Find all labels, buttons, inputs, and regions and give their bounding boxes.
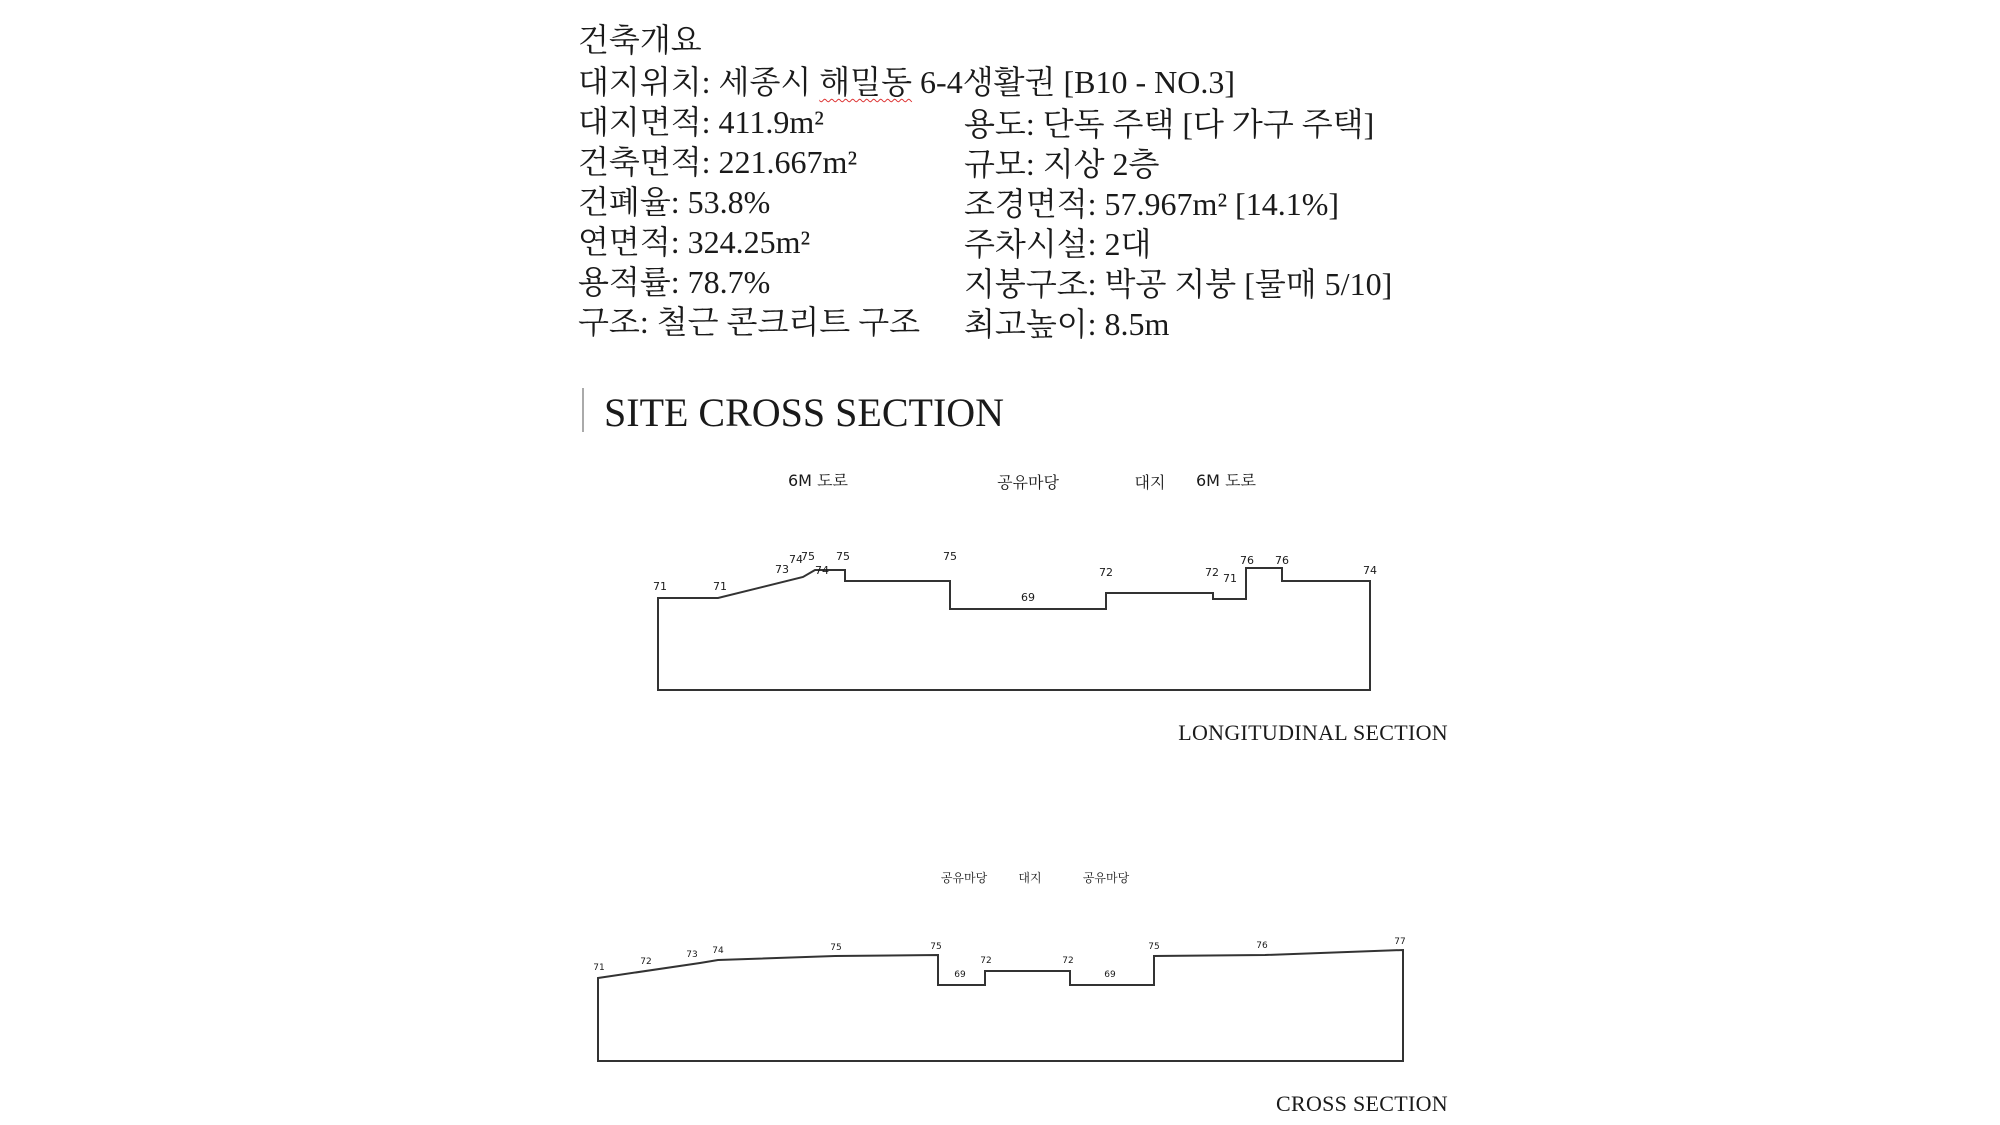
right-item: 규모: 지상 2층 xyxy=(964,146,1160,182)
right-item: 지붕구조: 박공 지붕 [물매 5/10] xyxy=(964,266,1393,302)
site-location-suffix: 6-4생활권 [B10 - NO.3] xyxy=(912,64,1235,100)
level-label: 72 xyxy=(640,957,652,967)
site-location-district: 해밀동 xyxy=(819,64,913,100)
level-label: 75 xyxy=(836,550,850,563)
section-title: SITE CROSS SECTION xyxy=(582,388,1004,432)
level-label: 76 xyxy=(1256,941,1268,951)
zone-label: 대지 xyxy=(1018,871,1042,885)
site-location: 대지위치: 세종시 해밀동 6-4생활권 [B10 - NO.3] xyxy=(578,64,1235,100)
left-item: 대지면적: 411.9m² xyxy=(578,104,824,140)
left-item: 건폐율: 53.8% xyxy=(578,184,771,220)
level-label: 71 xyxy=(1223,572,1237,585)
level-label: 75 xyxy=(801,550,815,563)
level-label: 77 xyxy=(1394,937,1406,947)
left-item: 건축면적: 221.667m² xyxy=(578,144,858,180)
zone-label: 공유마당 xyxy=(940,871,988,885)
level-label: 75 xyxy=(1148,942,1160,952)
zone-label: 6M 도로 xyxy=(788,471,848,490)
level-label: 75 xyxy=(930,942,942,952)
site-location-prefix: 세종시 xyxy=(718,64,820,100)
level-label: 75 xyxy=(830,943,842,953)
left-item: 구조: 철근 콘크리트 구조 xyxy=(578,304,921,340)
right-item: 조경면적: 57.967m² [14.1%] xyxy=(964,186,1339,222)
level-label: 71 xyxy=(653,580,667,593)
level-label: 69 xyxy=(1104,970,1116,980)
overview-title: 건축개요 xyxy=(578,22,702,58)
level-label: 72 xyxy=(980,956,992,966)
zone-label: 공유마당 xyxy=(1082,871,1130,885)
site-location-label: 대지위치 xyxy=(578,64,702,100)
longitudinal-section-outline xyxy=(658,568,1370,690)
level-label: 72 xyxy=(1205,566,1219,579)
level-label: 71 xyxy=(593,963,605,973)
longitudinal-section-caption: LONGITUDINAL SECTION xyxy=(1178,720,1448,745)
level-label: 76 xyxy=(1240,554,1254,567)
level-label: 74 xyxy=(712,946,724,956)
cross-section-outline xyxy=(598,950,1403,1061)
level-label: 76 xyxy=(1275,554,1289,567)
level-label: 74 xyxy=(789,553,803,566)
cross-section-caption: CROSS SECTION xyxy=(1276,1091,1448,1116)
right-item: 용도: 단독 주택 [다 가구 주택] xyxy=(964,106,1375,142)
zone-label: 6M 도로 xyxy=(1196,471,1256,490)
level-label: 69 xyxy=(1021,591,1035,604)
level-label: 71 xyxy=(713,580,727,593)
level-label: 74 xyxy=(815,564,829,577)
level-label: 72 xyxy=(1062,956,1074,966)
level-label: 73 xyxy=(686,950,698,960)
zone-label: 공유마당 xyxy=(997,473,1059,492)
zone-label: 대지 xyxy=(1134,473,1166,492)
left-item: 용적률: 78.7% xyxy=(578,264,771,300)
level-label: 75 xyxy=(943,550,957,563)
level-label: 72 xyxy=(1099,566,1113,579)
level-label: 73 xyxy=(775,563,789,576)
left-item: 연면적: 324.25m² xyxy=(578,224,811,260)
level-label: 74 xyxy=(1363,564,1377,577)
level-label: 69 xyxy=(954,970,966,980)
right-item: 주차시설: 2대 xyxy=(964,226,1152,262)
right-item: 최고높이: 8.5m xyxy=(964,306,1170,342)
